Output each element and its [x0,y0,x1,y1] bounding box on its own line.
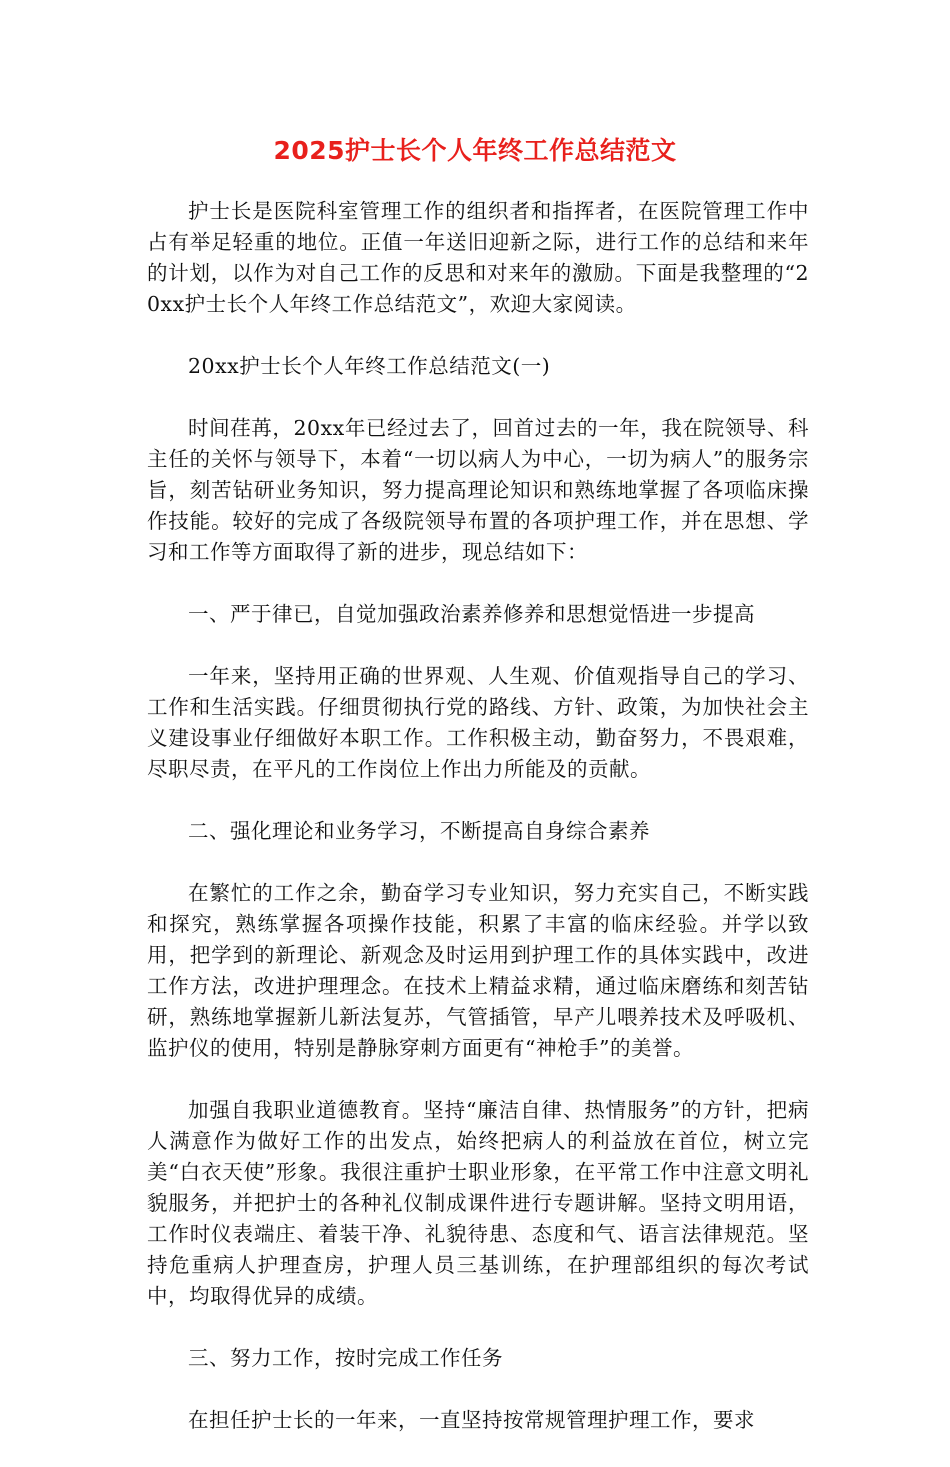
document-title: 2025护士长个人年终工作总结范文 [273,136,677,165]
subtitle-heading: 20xx护士长个人年终工作总结范文(一) [188,354,551,378]
section-3-paragraph: 在担任护士长的一年来，一直坚持按常规管理护理工作，要求 [188,1408,755,1432]
section-heading-3: 三、努力工作，按时完成工作任务 [188,1346,503,1370]
section-heading-2: 二、强化理论和业务学习，不断提高自身综合素养 [188,819,650,843]
section-1-paragraph: 一年来，坚持用正确的世界观、人生观、价值观指导自己的学习、工作和生活实践。仔细贯彻执行党的路线、方针、政策，为加快社会主义建设事业仔细做好本职工作。工作积极主动，勤奋努力，不畏艰难，尽职尽责，在平凡的工作岗位上作出力所能及的贡献。 [147,664,809,781]
opening-paragraph: 时间荏苒，20xx年已经过去了，回首过去的一年，我在院领导、科主任的关怀与领导下，本着“一切以病人为中心，一切为病人”的服务宗旨，刻苦钻研业务知识，努力提高理论知识和熟练地掌握了各项临床操作技能。较好的完成了各级院领导布置的各项护理工作，并在思想、学习和工作等方面取得了新的进步，现总结如下： [147,416,809,564]
intro-paragraph: 护士长是医院科室管理工作的组织者和指挥者，在医院管理工作中占有举足轻重的地位。正值一年送旧迎新之际，进行工作的总结和来年的计划，以作为对自己工作的反思和对来年的激励。下面是我整理的“20xx护士长个人年终工作总结范文”，欢迎大家阅读。 [147,199,809,316]
section-heading-1: 一、严于律已，自觉加强政治素养修养和思想觉悟进一步提高 [188,602,755,626]
document-body [147,196,809,1467]
section-2-paragraph-2: 加强自我职业道德教育。坚持“廉洁自律、热情服务”的方针，把病人满意作为做好工作的出发点，始终把病人的利益放在首位，树立完美“白衣天使”形象。我很注重护士职业形象，在平常工作中注意文明礼貌服务，并把护士的各种礼仪制成课件进行专题讲解。坚持文明用语，工作时仪表端庄、着装干净、礼貌待患、态度和气、语言法律规范。坚持危重病人护理查房，护理人员三基训练，在护理部组织的每次考试中，均取得优异的成绩。 [147,1098,809,1308]
section-2-paragraph-1: 在繁忙的工作之余，勤奋学习专业知识，努力充实自己，不断实践和探究，熟练掌握各项操作技能，积累了丰富的临床经验。并学以致用，把学到的新理论、新观念及时运用到护理工作的具体实践中，改进工作方法，改进护理理念。在技术上精益求精，通过临床磨练和刻苦钻研，熟练地掌握新儿新法复苏，气管插管，早产儿喂养技术及呼吸机、监护仪的使用，特别是静脉穿刺方面更有“神枪手”的美誉。 [147,881,809,1060]
